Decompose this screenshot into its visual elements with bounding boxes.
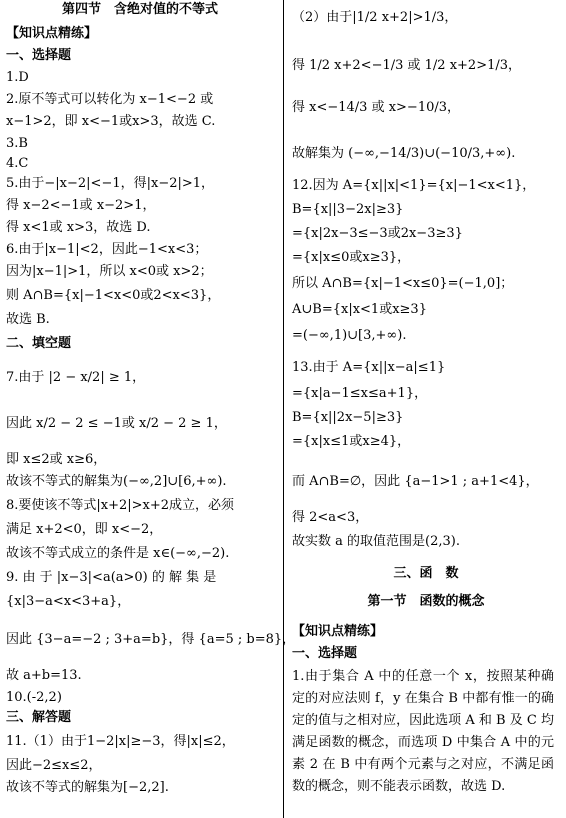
answer-6-line-1: 6.由于|x−1|<2，因此−1<x<3； [6,242,208,257]
answer-10: 10.(-2,2) [6,690,62,705]
answer-11-2-line-2: 得 1/2 x+2<−1/3 或 1/2 x+2>1/3， [292,58,522,73]
answer-7-line-2: 因此 x/2 − 2 ≤ −1或 x/2 − 2 ≥ 1， [6,416,227,431]
answer-11-line-2: 因此−2≤x≤2， [6,758,102,773]
answer-5-line-2: 得 x−2<−1或 x−2>1， [6,198,156,213]
answer-12-line-1: 12.因为 A={x||x|<1}={x|−1<x<1}， [292,178,536,193]
answer-13-line-5: 而 A∩B=∅，因此 {a−1>1 ; a+1<4}， [292,474,539,489]
fill-heading: 二、填空题 [6,336,72,351]
answer-6-line-2: 因为|x−1|>1，所以 x<0或 x>2； [6,264,213,279]
answer-12-line-5: 所以 A∩B={x|−1<x≤0}=(−1,0]； [292,276,514,291]
answer-13-line-4: ={x|x≤1或x≥4}， [292,434,411,449]
answer-11-2-line-4: 故解集为 (−∞,−14/3)∪(−10/3,+∞). [292,146,516,161]
answer-12-line-4: ={x|x≤0或x≥3}， [292,250,411,265]
practice-heading: 【知识点精练】 [6,26,98,41]
answer-7-line-3: 即 x≤2或 x≥6， [6,452,107,467]
answer-12-line-7: =(−∞,1)∪[3,+∞). [292,328,407,343]
answer-11-2-line-3: 得 x<−14/3 或 x>−10/3， [292,100,461,115]
answer-6-line-4: 故选 B. [6,312,50,327]
section-title: 第四节 含绝对值的不等式 [61,2,218,17]
answer-12-line-3: ={x|2x−3≤−3或2x−3≥3} [292,226,463,241]
answer-9-line-2: {x|3−a<x<3+a}， [6,594,131,609]
answer-2-line-1: 2.原不等式可以转化为 x−1<−2 或 [6,92,214,107]
answer-13-line-6: 得 2<a<3， [292,510,369,525]
answer-5-line-3: 得 x<1或 x>3，故选 D. [6,220,151,235]
answer-11-line-3: 故该不等式的解集为[−2,2]. [6,780,169,795]
function-answer-1: 1.由于集合 A 中的任意一个 x，按照某种确定的对应法则 f，y 在集合 B 中都有惟一的确定的值与之相对应，因此选项 A 和 B 及 C 均满足函数的概念，而选项 D 中集合 A 中的元素 2 在 B 中有两个元素与之对应，不满足函数的概念，则不能表示函数，故选 D. [292,669,554,794]
answer-12-line-2: B={x||3−2x|≥3} [292,202,404,217]
function-section-title: 第一节 函数的概念 [367,594,485,609]
chapter-title: 三、函 数 [393,566,459,581]
answer-12-line-6: A∪B={x|x<1或x≥3} [292,302,427,317]
answer-2-line-2: x−1>2，即 x<−1或x>3，故选 C. [6,114,216,129]
answer-4: 4.C [6,156,29,171]
answer-7-line-1: 7.由于 |2 − x/2| ≥ 1， [6,370,146,385]
answer-9-line-1: 9. 由 于 |x−3|<a(a>0) 的 解 集 是 [6,570,217,585]
practice-heading-2: 【知识点精练】 [292,624,384,639]
answer-13-line-3: B={x||2x−5|≥3} [292,410,404,425]
answer-8-line-2: 满足 x+2<0，即 x<−2， [6,522,163,537]
answer-11-line-1: 11.（1）由于1−2|x|≥−3，得|x|≤2， [6,734,235,749]
answer-13-line-7: 故实数 a 的取值范围是(2,3). [292,534,460,549]
answer-9-line-4: 故 a+b=13. [6,668,82,683]
answer-6-line-3: 则 A∩B={x|−1<x<0或2<x<3}， [6,288,221,303]
choice-heading: 一、选择题 [6,48,72,63]
answer-3: 3.B [6,136,28,151]
answer-9-line-3: 因此 {3−a=−2 ; 3+a=b}，得 {a=5 ; b=8}， [6,632,296,647]
choice-heading-2: 一、选择题 [292,646,358,661]
answer-8-line-1: 8.要使该不等式|x+2|>x+2成立，必须 [6,498,235,513]
answer-13-line-1: 13.由于 A={x||x−a|≤1} [292,360,446,375]
answer-1: 1.D [6,70,29,85]
answer-8-line-3: 故该不等式成立的条件是 x∈(−∞,−2). [6,546,230,561]
answer-heading: 三、解答题 [6,710,72,725]
answer-7-line-4: 故该不等式的解集为(−∞,2]∪[6,+∞). [6,474,227,489]
column-divider [283,0,284,818]
answer-13-line-2: ={x|a−1≤x≤a+1}， [292,386,428,401]
answer-5-line-1: 5.由于−|x−2|<−1，得|x−2|>1， [6,176,215,191]
answer-11-2-line-1: （2）由于|1/2 x+2|>1/3， [292,10,458,25]
